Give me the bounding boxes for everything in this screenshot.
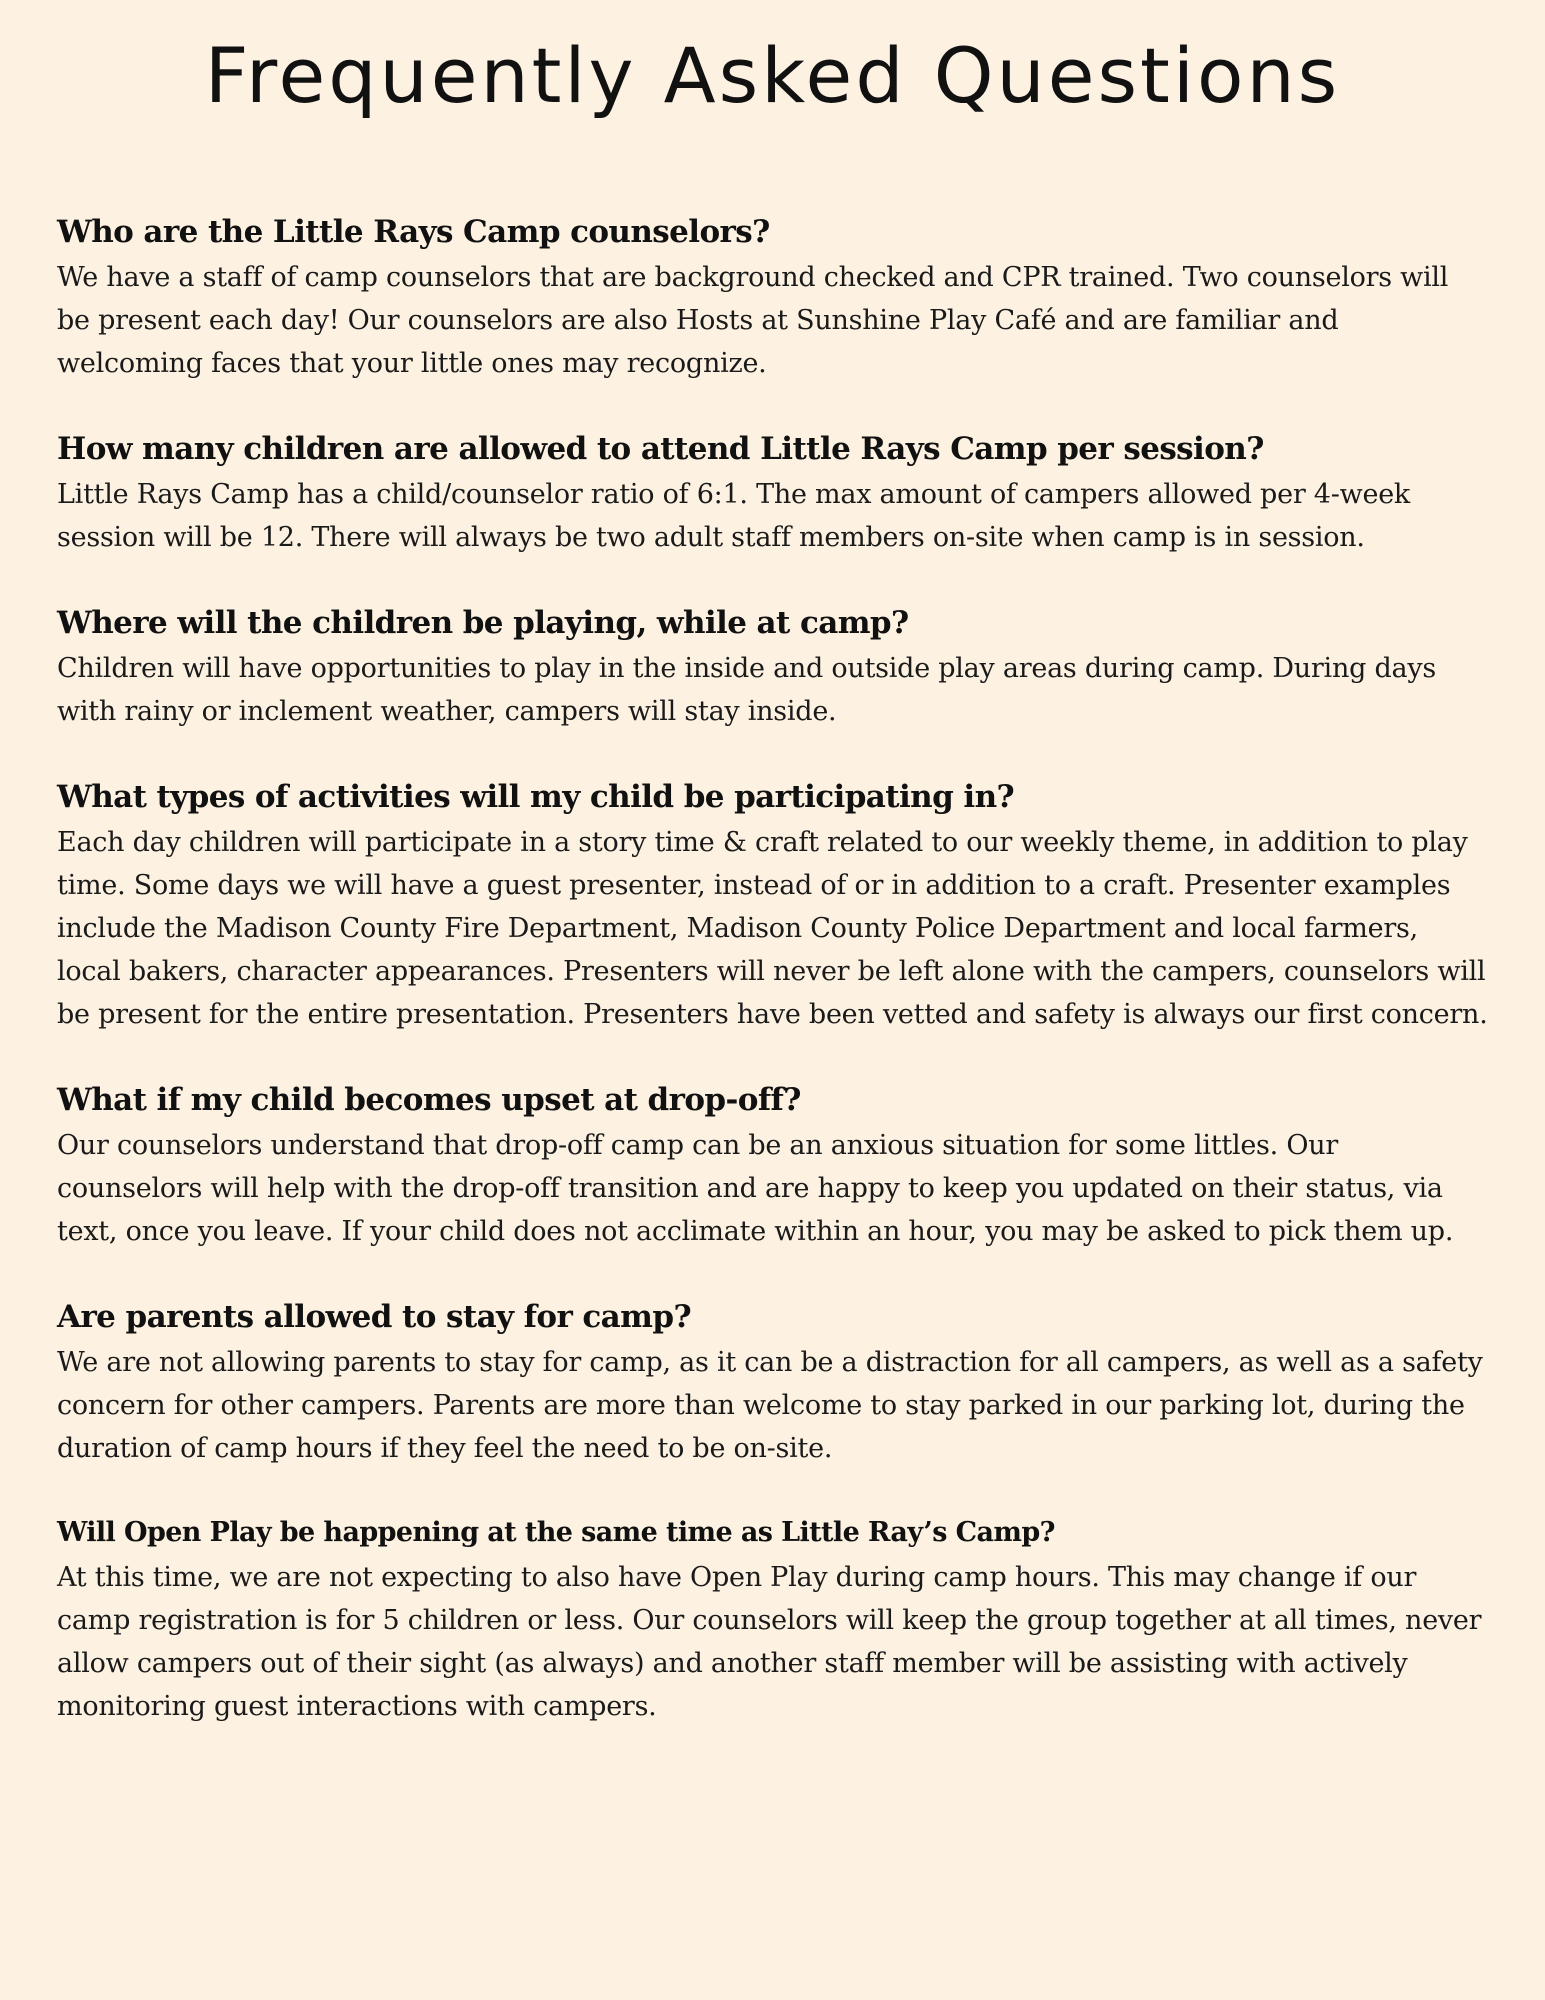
- faq-question: Are parents allowed to stay for camp?: [57, 1299, 692, 1335]
- faq-question: Where will the children be playing, while at camp?: [57, 605, 909, 641]
- faq-item-counselors: [57, 210, 1488, 385]
- faq-question: Who are the Little Rays Camp counselors?: [57, 214, 770, 250]
- faq-answer: At this time, we are not expecting to also have Open Play during camp hours. This may change if our camp registration is for 5 children or less. Our counselors will keep the group together at all times, never allow campers out of their sight (as always) and another staff member will be assisting with actively monitoring guest interactions with campers.: [57, 1562, 1482, 1722]
- faq-list: [57, 210, 1488, 1728]
- faq-item-drop-off: [57, 1078, 1488, 1253]
- faq-answer: Our counselors understand that drop-off camp can be an anxious situation for some littles. Our counselors will help with the drop-off transition and are happy to keep you updated on their status, via text, once you leave. If your child does not acclimate within an hour, you may be asked to pick them up.: [57, 1130, 1454, 1247]
- faq-answer: Each day children will participate in a story time & craft related to our weekly theme, in addition to play time. Some days we will have a guest presenter, instead of or in addition to a craft. Presenter examples include the Madison County Fire Department, Madison County Police Department and local farmers, local bakers, character appearances. Presenters will never be left alone with the campers, counselors will be present for the entire presentation. Presenters have been vetted and safety is always our first concern.: [57, 827, 1488, 1030]
- faq-answer: We have a staff of camp counselors that are background checked and CPR trained. Two counselors will be present each day! Our counselors are also Hosts at Sunshine Play Café and are familiar and welcoming faces that your little ones may recognize.: [57, 262, 1449, 379]
- faq-question: How many children are allowed to attend Little Rays Camp per session?: [57, 431, 1264, 467]
- faq-answer: Little Rays Camp has a child/counselor ratio of 6:1. The max amount of campers allowed per 4-week session will be 12. There will always be two adult staff members on-site when camp is in session.: [57, 479, 1411, 553]
- faq-answer: We are not allowing parents to stay for camp, as it can be a distraction for all campers, as well as a safety concern for other campers. Parents are more than welcome to stay parked in our parking lot, during the duration of camp hours if they feel the need to be on-site.: [57, 1347, 1483, 1464]
- page-title: Frequently Asked Questions: [204, 31, 1341, 120]
- faq-item-play-areas: [57, 601, 1488, 733]
- faq-question: What types of activities will my child be participating in?: [57, 779, 1015, 815]
- faq-question: Will Open Play be happening at the same time as Little Ray’s Camp?: [57, 1517, 1055, 1548]
- faq-item-parents: [57, 1295, 1488, 1470]
- faq-question: What if my child becomes upset at drop-off?: [57, 1082, 801, 1118]
- faq-answer: Children will have opportunities to play in the inside and outside play areas during camp. During days with rainy or inclement weather, campers will stay inside.: [57, 653, 1436, 727]
- faq-item-session-size: [57, 427, 1488, 559]
- faq-item-open-play: [57, 1512, 1488, 1728]
- faq-item-activities: [57, 775, 1488, 1036]
